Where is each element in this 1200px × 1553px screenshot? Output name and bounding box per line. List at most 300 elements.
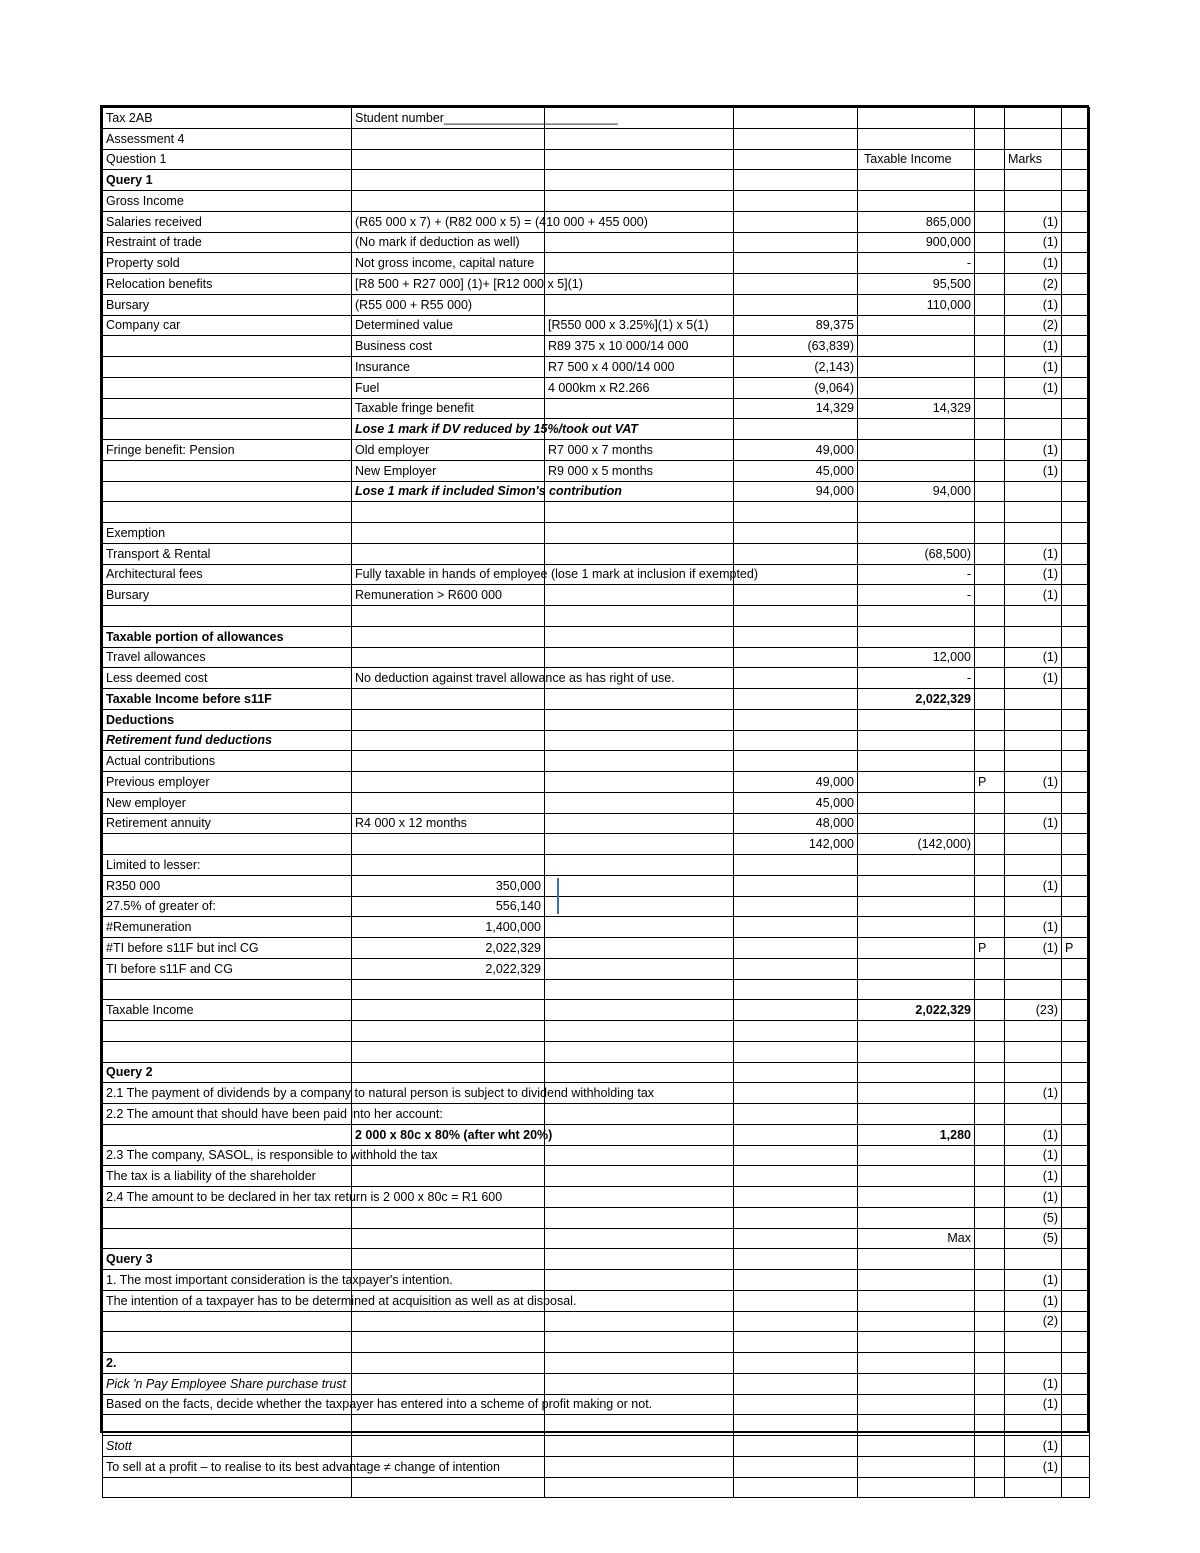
calculation-cell — [545, 606, 734, 627]
table-row — [103, 1373, 1090, 1394]
taxable-amount-cell — [858, 440, 975, 461]
calculation-cell: 4 000km x R2.266 — [545, 377, 734, 398]
note-cell — [1062, 543, 1090, 564]
detail-cell: Taxable fringe benefit — [352, 398, 545, 419]
working-amount-cell — [734, 1477, 858, 1498]
tick-cell — [975, 875, 1005, 896]
detail-cell — [352, 1249, 545, 1270]
note-cell — [1062, 1145, 1090, 1166]
tick-cell — [975, 1290, 1005, 1311]
detail-cell: 2 000 x 80c x 80% (after wht 20%) — [352, 1124, 545, 1145]
tick-cell — [975, 626, 1005, 647]
table-row — [103, 211, 1090, 232]
working-amount-cell — [734, 668, 858, 689]
working-amount-cell: 49,000 — [734, 440, 858, 461]
taxable-amount-cell — [858, 170, 975, 191]
detail-cell: New Employer — [352, 460, 545, 481]
working-amount-cell — [734, 211, 858, 232]
note-cell — [1062, 1124, 1090, 1145]
note-cell — [1062, 1394, 1090, 1415]
item-label-cell: #Remuneration — [103, 917, 352, 938]
taxable-amount-cell — [858, 1270, 975, 1291]
calculation-cell — [545, 1000, 734, 1021]
note-cell — [1062, 1166, 1090, 1187]
working-amount-cell: 45,000 — [734, 792, 858, 813]
working-amount-cell: (63,839) — [734, 336, 858, 357]
item-label-cell: Retirement annuity — [103, 813, 352, 834]
tick-cell — [975, 1000, 1005, 1021]
marking-grid — [102, 107, 1090, 1498]
taxable-amount-cell — [858, 1311, 975, 1332]
table-row — [103, 1000, 1090, 1021]
tick-cell — [975, 1104, 1005, 1125]
note-cell — [1062, 1270, 1090, 1291]
tick-cell — [975, 253, 1005, 274]
tick-cell — [975, 398, 1005, 419]
note-cell — [1062, 626, 1090, 647]
taxable-amount-cell — [858, 1062, 975, 1083]
working-amount-cell — [734, 1373, 858, 1394]
tick-cell — [975, 1145, 1005, 1166]
taxable-amount-cell — [858, 315, 975, 336]
calculation-cell — [545, 1187, 734, 1208]
item-label-cell: Query 1 — [103, 170, 352, 191]
tick-cell — [975, 689, 1005, 710]
table-row — [103, 191, 1090, 212]
detail-cell: No deduction against travel allowance as has right of use. — [352, 668, 545, 689]
table-row — [103, 481, 1090, 502]
calculation-cell — [545, 1373, 734, 1394]
detail-cell — [352, 1477, 545, 1498]
detail-cell: Business cost — [352, 336, 545, 357]
item-label-cell — [103, 979, 352, 1000]
taxable-amount-cell: - — [858, 564, 975, 585]
working-amount-cell — [734, 1249, 858, 1270]
tick-cell — [975, 647, 1005, 668]
working-amount-cell — [734, 274, 858, 295]
calculation-cell: R89 375 x 10 000/14 000 — [545, 336, 734, 357]
table-row — [103, 1311, 1090, 1332]
table-row — [103, 564, 1090, 585]
note-cell — [1062, 751, 1090, 772]
item-label-cell: 1. The most important consideration is the taxpayer's intention. — [103, 1270, 352, 1291]
marks-cell — [1005, 1041, 1062, 1062]
detail-cell — [352, 1332, 545, 1353]
table-row — [103, 792, 1090, 813]
item-label-cell: Restraint of trade — [103, 232, 352, 253]
detail-cell: 2,022,329 — [352, 958, 545, 979]
taxable-amount-cell — [858, 460, 975, 481]
tick-cell — [975, 1456, 1005, 1477]
detail-cell — [352, 979, 545, 1000]
item-label-cell: Actual contributions — [103, 751, 352, 772]
item-label-cell — [103, 357, 352, 378]
calculation-cell — [545, 232, 734, 253]
taxable-amount-cell — [858, 1083, 975, 1104]
calculation-cell — [545, 917, 734, 938]
marks-cell — [1005, 834, 1062, 855]
marks-cell — [1005, 1415, 1062, 1436]
item-label-cell — [103, 1332, 352, 1353]
note-cell — [1062, 1249, 1090, 1270]
item-label-cell — [103, 1041, 352, 1062]
detail-cell — [352, 1436, 545, 1457]
taxable-amount-cell — [858, 875, 975, 896]
tick-cell — [975, 958, 1005, 979]
item-label-cell: Company car — [103, 315, 352, 336]
note-cell — [1062, 170, 1090, 191]
detail-cell: [R8 500 + R27 000] (1)+ [R12 000 x 5](1) — [352, 274, 545, 295]
working-amount-cell: 48,000 — [734, 813, 858, 834]
calculation-cell — [545, 1166, 734, 1187]
note-cell — [1062, 377, 1090, 398]
cell-cursor-bar — [557, 878, 559, 914]
tick-cell — [975, 1062, 1005, 1083]
calculation-cell — [545, 709, 734, 730]
detail-cell — [352, 626, 545, 647]
table-row — [103, 460, 1090, 481]
item-label-cell: Architectural fees — [103, 564, 352, 585]
detail-cell — [352, 1000, 545, 1021]
marks-cell — [1005, 502, 1062, 523]
detail-cell: Not gross income, capital nature — [352, 253, 545, 274]
note-cell — [1062, 709, 1090, 730]
table-row — [103, 274, 1090, 295]
item-label-cell — [103, 1228, 352, 1249]
marks-cell: (1) — [1005, 336, 1062, 357]
taxable-amount-cell — [858, 772, 975, 793]
taxable-amount-cell — [858, 606, 975, 627]
tick-cell — [975, 1228, 1005, 1249]
working-amount-cell — [734, 1311, 858, 1332]
tick-cell — [975, 896, 1005, 917]
note-cell — [1062, 1415, 1090, 1436]
table-row — [103, 751, 1090, 772]
taxable-amount-cell — [858, 377, 975, 398]
working-amount-cell: 89,375 — [734, 315, 858, 336]
calculation-cell — [545, 1270, 734, 1291]
detail-cell: Fully taxable in hands of employee (lose 1 mark at inclusion if exempted) — [352, 564, 545, 585]
working-amount-cell — [734, 1041, 858, 1062]
detail-cell — [352, 1021, 545, 1042]
taxable-amount-cell — [858, 1249, 975, 1270]
note-cell: P — [1062, 938, 1090, 959]
working-amount-cell — [734, 1228, 858, 1249]
calculation-cell — [545, 1332, 734, 1353]
taxable-amount-cell — [858, 792, 975, 813]
calculation-cell — [545, 979, 734, 1000]
taxable-amount-cell — [858, 1394, 975, 1415]
marks-cell: (1) — [1005, 668, 1062, 689]
marks-cell: (1) — [1005, 357, 1062, 378]
detail-cell — [352, 502, 545, 523]
tick-cell — [975, 336, 1005, 357]
table-row — [103, 1041, 1090, 1062]
working-amount-cell — [734, 958, 858, 979]
note-cell — [1062, 564, 1090, 585]
taxable-amount-cell — [858, 896, 975, 917]
working-amount-cell — [734, 1021, 858, 1042]
marks-cell: (2) — [1005, 274, 1062, 295]
taxable-amount-cell — [858, 1145, 975, 1166]
note-cell — [1062, 1373, 1090, 1394]
table-row — [103, 1415, 1090, 1436]
note-cell — [1062, 294, 1090, 315]
working-amount-cell — [734, 1124, 858, 1145]
taxable-amount-cell: Max — [858, 1228, 975, 1249]
item-label-cell — [103, 1311, 352, 1332]
note-cell — [1062, 1187, 1090, 1208]
tick-cell — [975, 1270, 1005, 1291]
detail-cell — [352, 689, 545, 710]
calculation-cell — [545, 834, 734, 855]
marks-cell — [1005, 626, 1062, 647]
marks-cell: (1) — [1005, 772, 1062, 793]
tick-cell — [975, 1353, 1005, 1374]
detail-cell — [352, 730, 545, 751]
item-label-cell: Gross Income — [103, 191, 352, 212]
note-cell — [1062, 211, 1090, 232]
calculation-cell: R9 000 x 5 months — [545, 460, 734, 481]
taxable-amount-cell: 110,000 — [858, 294, 975, 315]
note-cell — [1062, 191, 1090, 212]
table-row — [103, 813, 1090, 834]
marks-cell — [1005, 1104, 1062, 1125]
marks-cell — [1005, 1021, 1062, 1042]
taxable-amount-cell: 1,280 — [858, 1124, 975, 1145]
item-label-cell: 2.3 The company, SASOL, is responsible to withhold the tax — [103, 1145, 352, 1166]
taxable-income-header: Taxable Income — [858, 149, 975, 170]
taxable-amount-cell — [858, 938, 975, 959]
marks-cell — [1005, 1062, 1062, 1083]
calculation-cell — [545, 813, 734, 834]
calculation-cell — [545, 502, 734, 523]
marks-cell: (1) — [1005, 647, 1062, 668]
tick-cell — [975, 1083, 1005, 1104]
calculation-cell — [545, 1228, 734, 1249]
taxable-amount-cell: - — [858, 585, 975, 606]
working-amount-cell — [734, 191, 858, 212]
detail-cell: Lose 1 mark if included Simon's contribution — [352, 481, 545, 502]
marks-cell — [1005, 958, 1062, 979]
working-amount-cell — [734, 170, 858, 191]
taxable-amount-cell — [858, 813, 975, 834]
tick-cell — [975, 855, 1005, 876]
tick-cell — [975, 191, 1005, 212]
taxable-amount-cell — [858, 1041, 975, 1062]
note-cell — [1062, 896, 1090, 917]
note-cell — [1062, 1021, 1090, 1042]
item-label-cell: New employer — [103, 792, 352, 813]
taxable-amount-cell: - — [858, 668, 975, 689]
detail-cell — [352, 751, 545, 772]
calculation-cell — [545, 875, 734, 896]
marks-cell: (1) — [1005, 938, 1062, 959]
item-label-cell: Pick 'n Pay Employee Share purchase trust — [103, 1373, 352, 1394]
item-label-cell: Retirement fund deductions — [103, 730, 352, 751]
taxable-amount-cell — [858, 419, 975, 440]
note-cell — [1062, 1000, 1090, 1021]
tick-cell — [975, 232, 1005, 253]
working-amount-cell — [734, 606, 858, 627]
taxable-amount-cell — [858, 709, 975, 730]
item-label-cell — [103, 419, 352, 440]
table-row — [103, 855, 1090, 876]
calculation-cell — [545, 398, 734, 419]
detail-cell — [352, 1311, 545, 1332]
tick-cell — [975, 543, 1005, 564]
note-cell — [1062, 1104, 1090, 1125]
taxable-amount-cell — [858, 1477, 975, 1498]
item-label-cell — [103, 1415, 352, 1436]
calculation-cell: R7 000 x 7 months — [545, 440, 734, 461]
working-amount-cell: (9,064) — [734, 377, 858, 398]
note-cell — [1062, 875, 1090, 896]
note-cell — [1062, 1290, 1090, 1311]
working-amount-cell: 94,000 — [734, 481, 858, 502]
note-cell — [1062, 523, 1090, 544]
item-label-cell — [103, 481, 352, 502]
table-row — [103, 1145, 1090, 1166]
taxable-amount-cell: 14,329 — [858, 398, 975, 419]
question-label: Question 1 — [103, 149, 352, 170]
taxable-amount-cell — [858, 1021, 975, 1042]
calculation-cell — [545, 170, 734, 191]
table-row — [103, 377, 1090, 398]
tick-cell — [975, 1332, 1005, 1353]
working-amount-cell — [734, 1415, 858, 1436]
tick-cell — [975, 834, 1005, 855]
tick-cell — [975, 1311, 1005, 1332]
calculation-cell — [545, 1021, 734, 1042]
marks-cell — [1005, 979, 1062, 1000]
calculation-cell — [545, 896, 734, 917]
marks-cell: (1) — [1005, 1083, 1062, 1104]
detail-cell — [352, 1207, 545, 1228]
working-amount-cell — [734, 1290, 858, 1311]
working-amount-cell — [734, 232, 858, 253]
tick-cell — [975, 1187, 1005, 1208]
tick-cell: P — [975, 938, 1005, 959]
spreadsheet — [100, 105, 1089, 1474]
working-amount-cell — [734, 689, 858, 710]
working-amount-cell: 142,000 — [734, 834, 858, 855]
detail-cell: Insurance — [352, 357, 545, 378]
tick-cell — [975, 751, 1005, 772]
taxable-amount-cell — [858, 1207, 975, 1228]
table-row — [103, 1436, 1090, 1457]
working-amount-cell: 45,000 — [734, 460, 858, 481]
detail-cell — [352, 792, 545, 813]
table-row — [103, 398, 1090, 419]
detail-cell — [352, 1228, 545, 1249]
taxable-amount-cell: 2,022,329 — [858, 1000, 975, 1021]
table-row — [103, 626, 1090, 647]
marks-cell — [1005, 1332, 1062, 1353]
detail-cell — [352, 855, 545, 876]
working-amount-cell — [734, 896, 858, 917]
item-label-cell: Query 3 — [103, 1249, 352, 1270]
calculation-cell — [545, 1249, 734, 1270]
item-label-cell: Fringe benefit: Pension — [103, 440, 352, 461]
detail-cell: (R65 000 x 7) + (R82 000 x 5) = (410 000 + 455 000) — [352, 211, 545, 232]
note-cell — [1062, 357, 1090, 378]
item-label-cell: Relocation benefits — [103, 274, 352, 295]
taxable-amount-cell — [858, 357, 975, 378]
header-row — [103, 108, 1090, 129]
table-row — [103, 979, 1090, 1000]
taxable-amount-cell: 2,022,329 — [858, 689, 975, 710]
calculation-cell: R7 500 x 4 000/14 000 — [545, 357, 734, 378]
working-amount-cell: 14,329 — [734, 398, 858, 419]
marks-cell: (1) — [1005, 460, 1062, 481]
table-row — [103, 1477, 1090, 1498]
tick-cell — [975, 419, 1005, 440]
tick-cell — [975, 668, 1005, 689]
table-row — [103, 689, 1090, 710]
item-label-cell — [103, 377, 352, 398]
item-label-cell: 2.1 The payment of dividends by a company to natural person is subject to dividend withholding tax — [103, 1083, 352, 1104]
detail-cell — [352, 1373, 545, 1394]
table-row — [103, 170, 1090, 191]
detail-cell: Determined value — [352, 315, 545, 336]
marks-cell: (1) — [1005, 564, 1062, 585]
working-amount-cell — [734, 979, 858, 1000]
working-amount-cell — [734, 419, 858, 440]
table-row — [103, 523, 1090, 544]
marks-cell — [1005, 1477, 1062, 1498]
marks-cell — [1005, 855, 1062, 876]
tick-cell — [975, 1415, 1005, 1436]
marks-cell: (1) — [1005, 294, 1062, 315]
note-cell — [1062, 1456, 1090, 1477]
note-cell — [1062, 855, 1090, 876]
taxable-amount-cell — [858, 1373, 975, 1394]
note-cell — [1062, 1207, 1090, 1228]
note-cell — [1062, 1311, 1090, 1332]
marks-cell: (1) — [1005, 253, 1062, 274]
item-label-cell: Property sold — [103, 253, 352, 274]
note-cell — [1062, 440, 1090, 461]
table-row — [103, 709, 1090, 730]
assessment-label: Assessment 4 — [103, 128, 352, 149]
marks-cell: (5) — [1005, 1228, 1062, 1249]
tick-cell — [975, 357, 1005, 378]
detail-cell — [352, 1415, 545, 1436]
calculation-cell — [545, 253, 734, 274]
item-label-cell: Travel allowances — [103, 647, 352, 668]
taxable-amount-cell — [858, 502, 975, 523]
tick-cell — [975, 1477, 1005, 1498]
table-row — [103, 543, 1090, 564]
calculation-cell — [545, 294, 734, 315]
calculation-cell — [545, 855, 734, 876]
note-cell — [1062, 917, 1090, 938]
item-label-cell — [103, 834, 352, 855]
item-label-cell: Based on the facts, decide whether the taxpayer has entered into a scheme of profit making or not. — [103, 1394, 352, 1415]
working-amount-cell — [734, 1353, 858, 1374]
working-amount-cell — [734, 855, 858, 876]
calculation-cell — [545, 1062, 734, 1083]
marks-cell: (1) — [1005, 875, 1062, 896]
marks-cell — [1005, 730, 1062, 751]
detail-cell — [352, 834, 545, 855]
note-cell — [1062, 1062, 1090, 1083]
note-cell — [1062, 772, 1090, 793]
marks-header: Marks — [1005, 149, 1062, 170]
item-label-cell: Taxable portion of allowances — [103, 626, 352, 647]
working-amount-cell — [734, 1166, 858, 1187]
